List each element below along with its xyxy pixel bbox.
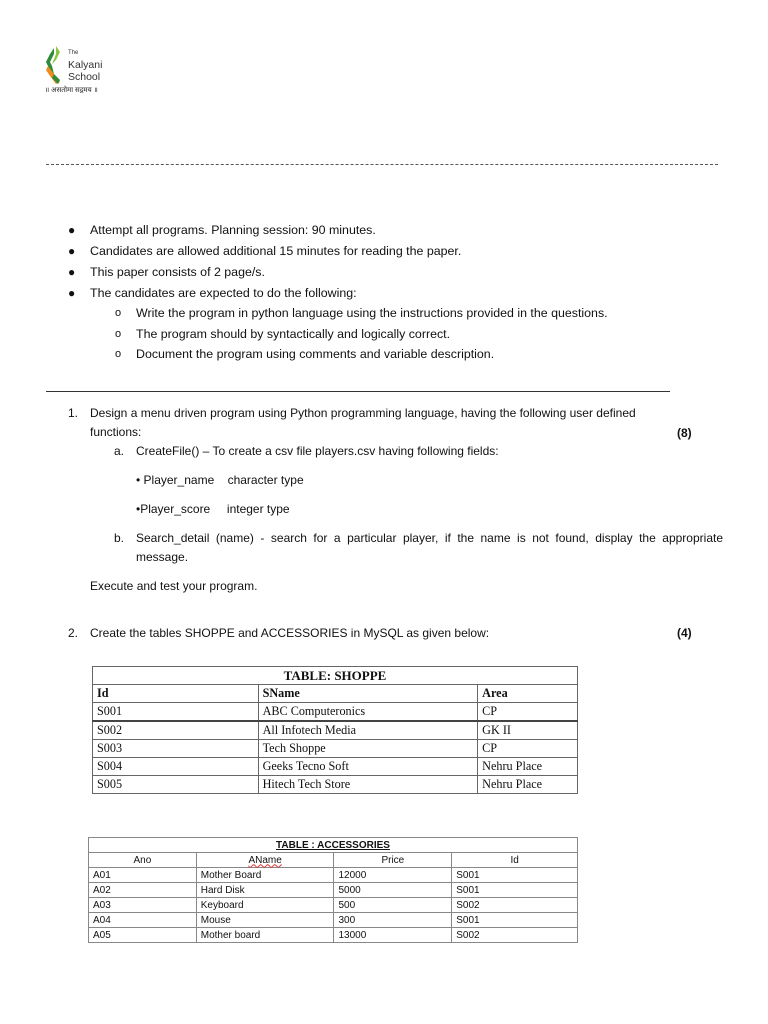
instruction-item: This paper consists of 2 page/s.	[90, 265, 265, 279]
table-row	[89, 883, 578, 898]
q1-execute: Execute and test your program.	[90, 579, 258, 593]
table-row	[93, 703, 578, 722]
accessories-table	[88, 837, 578, 943]
cell: 500	[334, 898, 452, 913]
q1a-text: CreateFile() – To create a csv file players.csv having following fields:	[136, 444, 499, 458]
q1-field1: • Player_name character type	[136, 473, 304, 487]
logo-line1: Kalyani	[68, 59, 103, 71]
cell: S004	[93, 758, 259, 776]
cell: Mother Board	[196, 868, 334, 883]
cell: S001	[93, 703, 259, 722]
cell: 300	[334, 913, 452, 928]
cell: S001	[452, 913, 578, 928]
cell: CP	[478, 703, 578, 722]
shoppe-title: TABLE: SHOPPE	[93, 667, 578, 685]
table-row	[89, 928, 578, 943]
shoppe-header-id: Id	[93, 685, 259, 703]
table-row	[93, 721, 578, 740]
logo-the: The	[68, 50, 79, 56]
table-row	[93, 776, 578, 794]
cell: 5000	[334, 883, 452, 898]
circle-bullet-icon: o	[115, 307, 122, 319]
instruction-item: Candidates are allowed additional 15 minutes for reading the paper.	[90, 244, 462, 258]
cell: A05	[89, 928, 197, 943]
sub-instruction-item: The program should by syntactically and logically correct.	[136, 327, 451, 341]
cell: A01	[89, 868, 197, 883]
bullet-icon: ●	[68, 286, 76, 300]
solid-divider	[46, 391, 670, 392]
cell: S003	[93, 740, 259, 758]
q1b-line1: Search_detail (name) - search for a particular player, if the name is not found, display the appropriate	[136, 531, 723, 545]
school-motto: ॥ असतोमा सद्गमय ॥	[45, 87, 98, 94]
accessories-header-id: Id	[452, 853, 578, 868]
cell: 13000	[334, 928, 452, 943]
shoppe-header-sname: SName	[258, 685, 478, 703]
cell: A04	[89, 913, 197, 928]
cell: 12000	[334, 868, 452, 883]
bullet-icon: ●	[68, 223, 76, 237]
q2-marks: (4)	[677, 626, 692, 640]
instruction-item: The candidates are expected to do the following:	[90, 286, 357, 300]
table-row	[89, 898, 578, 913]
cell: A03	[89, 898, 197, 913]
cell: GK II	[478, 721, 578, 740]
table-row	[89, 868, 578, 883]
cell: S001	[452, 868, 578, 883]
accessories-header-ano: Ano	[89, 853, 197, 868]
cell: CP	[478, 740, 578, 758]
cell: Hitech Tech Store	[258, 776, 478, 794]
instruction-item: Attempt all programs. Planning session: 90 minutes.	[90, 223, 376, 237]
q2-number: 2.	[68, 626, 79, 640]
accessories-header-price: Price	[334, 853, 452, 868]
cell: A02	[89, 883, 197, 898]
cell: S002	[452, 898, 578, 913]
cell: All Infotech Media	[258, 721, 478, 740]
cell: S002	[93, 721, 259, 740]
cell: Mouse	[196, 913, 334, 928]
table-row	[93, 740, 578, 758]
cell: Keyboard	[196, 898, 334, 913]
q1b-line2: message.	[136, 550, 189, 564]
shoppe-header-area: Area	[478, 685, 578, 703]
circle-bullet-icon: o	[115, 348, 122, 360]
q1-line1: Design a menu driven program using Python programming language, having the following user defined	[90, 406, 636, 420]
cell: Tech Shoppe	[258, 740, 478, 758]
table-row	[93, 758, 578, 776]
q1-line2: functions:	[90, 425, 142, 439]
logo-text	[68, 47, 102, 83]
q1-number: 1.	[68, 406, 79, 420]
accessories-title: TABLE : ACCESSORIES	[276, 839, 390, 851]
cell: Nehru Place	[478, 758, 578, 776]
cell: Mother board	[196, 928, 334, 943]
cell: S002	[452, 928, 578, 943]
accessories-header-aname: AName	[248, 854, 282, 866]
bullet-icon: ●	[68, 265, 76, 279]
dashed-divider	[46, 164, 718, 165]
q1a-label: a.	[114, 444, 125, 458]
q1-field2: •Player_score integer type	[136, 502, 290, 516]
shoppe-header-row	[93, 685, 578, 703]
cell: Nehru Place	[478, 776, 578, 794]
cell: Geeks Tecno Soft	[258, 758, 478, 776]
cell: S005	[93, 776, 259, 794]
sub-instruction-item: Document the program using comments and variable description.	[136, 347, 495, 361]
circle-bullet-icon: o	[115, 328, 122, 340]
q1b-label: b.	[114, 531, 125, 545]
sub-instruction-item: Write the program in python language using the instructions provided in the questions.	[136, 306, 608, 320]
q2-text: Create the tables SHOPPE and ACCESSORIES in MySQL as given below:	[90, 626, 490, 640]
accessories-header-row	[89, 853, 578, 868]
cell: S001	[452, 883, 578, 898]
logo-line2: School	[68, 71, 101, 83]
cell: ABC Computeronics	[258, 703, 478, 722]
cell: Hard Disk	[196, 883, 334, 898]
shoppe-table	[92, 666, 578, 794]
table-row	[89, 913, 578, 928]
q1-marks: (8)	[677, 426, 692, 440]
bullet-icon: ●	[68, 244, 76, 258]
